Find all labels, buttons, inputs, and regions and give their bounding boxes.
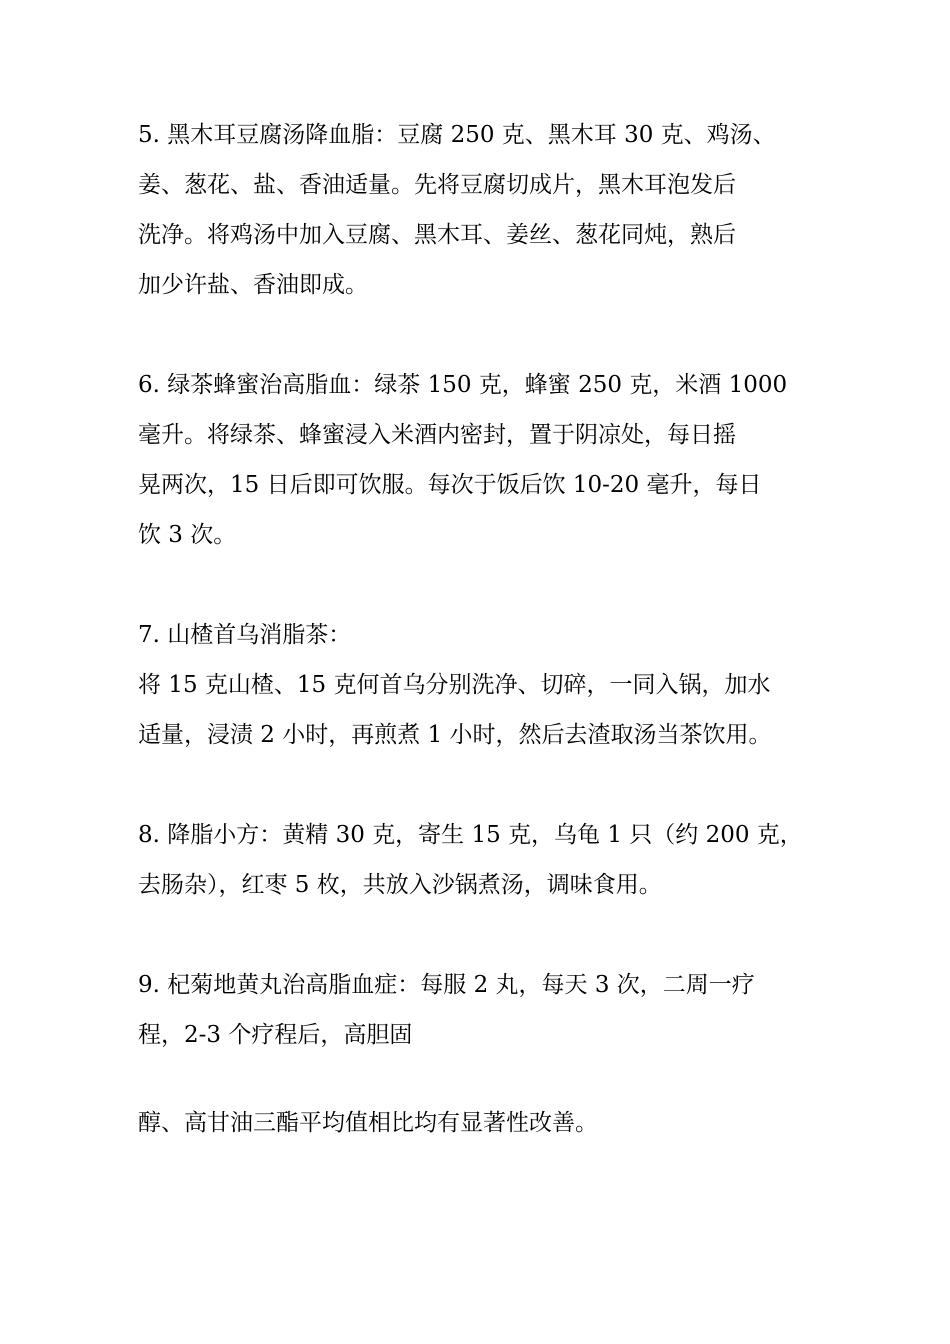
- paragraph-6-green-tea-honey: [138, 360, 828, 560]
- paragraph-8-lipid-lowering-recipe: [138, 810, 828, 910]
- paragraph-line: 6. 绿茶蜂蜜治高脂血：绿茶 150 克，蜂蜜 250 克，米酒 1000: [138, 372, 788, 398]
- paragraph-9-continuation: [138, 1098, 828, 1148]
- paragraph-line: 程，2-3 个疗程后，高胆固: [138, 1022, 413, 1048]
- paragraph-line: 洗净。将鸡汤中加入豆腐、黑木耳、姜丝、葱花同炖，熟后: [138, 222, 736, 248]
- paragraph-line: 姜、葱花、盐、香油适量。先将豆腐切成片，黑木耳泡发后: [138, 172, 736, 198]
- paragraph-line: 8. 降脂小方：黄精 30 克，寄生 15 克，乌龟 1 只（约 200 克，: [138, 822, 803, 848]
- paragraph-line: 7. 山楂首乌消脂茶：: [138, 622, 352, 648]
- paragraph-line: 饮 3 次。: [138, 522, 237, 548]
- paragraph-7-hawthorn-tea: [138, 610, 828, 760]
- paragraph-5-black-fungus-tofu-soup: [138, 110, 828, 310]
- paragraph-line: 加少许盐、香油即成。: [138, 272, 368, 298]
- paragraph-line: 晃两次，15 日后即可饮服。每次于饭后饮 10-20 毫升，每日: [138, 472, 762, 498]
- paragraph-line: 9. 杞菊地黄丸治高脂血症：每服 2 丸，每天 3 次，二周一疗: [138, 972, 755, 998]
- paragraph-line: 适量，浸渍 2 小时，再煎煮 1 小时，然后去渣取汤当茶饮用。: [138, 722, 772, 748]
- paragraph-line: 将 15 克山楂、15 克何首乌分别洗净、切碎，一同入锅，加水: [138, 672, 771, 698]
- paragraph-line: 毫升。将绿茶、蜂蜜浸入米酒内密封，置于阴凉处，每日摇: [138, 422, 736, 448]
- paragraph-line: 醇、高甘油三酯平均值相比均有显著性改善。: [138, 1110, 598, 1136]
- paragraph-line: 去肠杂），红枣 5 枚，共放入沙锅煮汤，调味食用。: [138, 872, 662, 898]
- paragraph-9-qiju-dihuang-pill: [138, 960, 828, 1060]
- paragraph-line: 5. 黑木耳豆腐汤降血脂：豆腐 250 克、黑木耳 30 克、鸡汤、: [138, 122, 776, 148]
